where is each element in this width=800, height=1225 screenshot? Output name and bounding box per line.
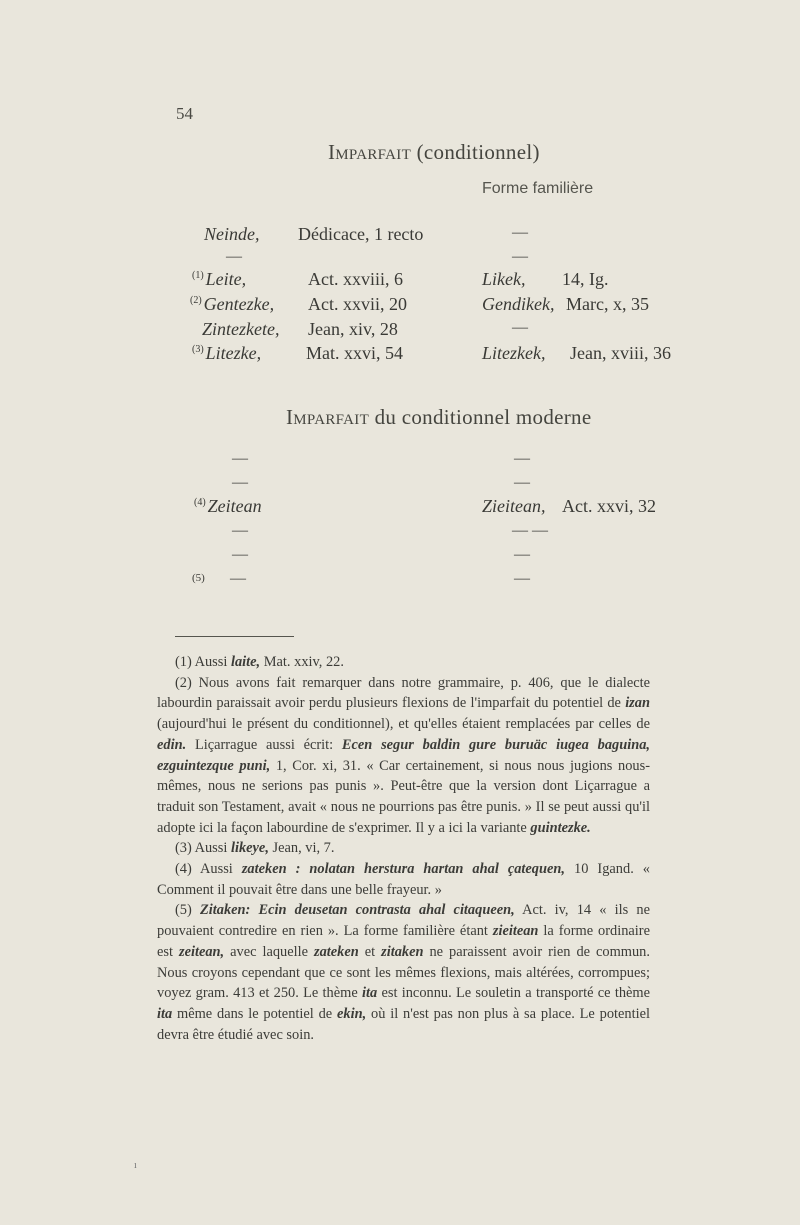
column-header-forme-familiere: Forme familière: [482, 180, 594, 197]
footnote-1: (1) Aussi laite, Mat. xxiv, 22.: [175, 654, 344, 670]
table1-row4-left: Zintezkete,: [202, 319, 280, 339]
section-heading-imparfait-conditionnel: [328, 140, 540, 165]
table1-row4-right: —: [512, 319, 528, 336]
table1-row0-mid: Dédicace, 1 recto: [298, 224, 424, 244]
footnote-ref-4: (4): [194, 497, 206, 508]
table2-dash-small: — —: [512, 522, 548, 539]
table1-row1-left: —: [226, 248, 242, 265]
table2-dash: —: [230, 570, 246, 587]
footnote-4: (4) Aussi zateken : nolatan herstura hartan ahal çatequen, 10 Igand. « Comment il pouvait être dans une belle frayeur. »: [157, 861, 650, 898]
table1-row1-right: —: [512, 248, 528, 265]
table1-row2-mid: Act. xxviii, 6: [308, 269, 403, 289]
table1-row5-right-word: Litezkek,: [482, 343, 546, 363]
footnote-ref-5: (5): [192, 572, 205, 584]
heading-rest: du conditionnel moderne: [369, 405, 592, 429]
table2-dash: —: [232, 522, 248, 539]
table2-dash: —: [514, 546, 530, 563]
table1-row2-left: [192, 269, 246, 290]
table2-dash: —: [232, 450, 248, 467]
footnote-separator: [175, 636, 294, 637]
footnote-5: (5) Zitaken: Ecin deusetan contrasta ahal citaqueen, Act. iv, 14 « ils ne pouvaient contredire en rien ». La forme familière étant zieitean la forme ordinaire est zeitean, avec laquelle zateken et zitaken ne paraissent avoir rien de commun. Nous croyons cependant que ce sont les mêmes flexions, mais altérées, corrompues; voyez gram. 413 et 250. Le thème ita est inconnu. Le souletin a transporté ce thème ita même dans le potentiel de ekin, où il n'est pas non plus à sa place. Le potentiel devra être étudié avec soin.: [157, 902, 650, 1043]
table1-row3-mid: Act. xxvii, 20: [308, 294, 407, 314]
table2-row4-right-ref: Act. xxvi, 32: [562, 496, 656, 516]
table1-row2-right-word: Likek,: [482, 269, 526, 289]
table1-row2-right-ref: 14, Ig.: [562, 269, 609, 289]
table1-row0-left: Neinde,: [204, 224, 260, 244]
footnote-ref-1: (1): [192, 270, 204, 281]
verb-form: Zeitean: [207, 496, 262, 516]
footnote-3: (3) Aussi likeye, Jean, vi, 7.: [175, 840, 335, 857]
table2-dash: —: [232, 546, 248, 563]
table1-row5-left: [192, 343, 261, 364]
verb-form: Litezke,: [205, 343, 262, 363]
stray-mark: ı: [134, 1160, 137, 1171]
footnote-2: (2) Nous avons fait remarquer dans notre grammaire, p. 406, que le dialecte labourdin paraissait avoir perdu plusieurs flexions de l'imparfait du potentiel de izan (aujourd'hui le présent du conditionnel), et qu'elles étaient remplacées par celles de edin. Liçarrague aussi écrit: Ecen segur baldin gure buruäc iugea baguina, ezguintezque puni, 1, Cor. xi, 31. « Car certainement, si nous nous jugions nous-mêmes, nous ne serions pas punis ». Peut-être que la version dont Liçarrague a traduit son Testament, avait « nous ne pourrions pas être punis. » Il se peut aussi qu'il adopte ici la façon labourdine de s'exprimer. Il y a ici la variante guintezke.: [157, 674, 651, 836]
table1-row3-right-ref: Marc, x, 35: [566, 294, 649, 314]
table2-row4-left: [194, 496, 262, 517]
page-number: 54: [176, 104, 193, 123]
table2-dash: —: [514, 450, 530, 467]
section-heading-conditionnel-moderne: [286, 405, 591, 430]
heading-small-caps: Imparfait: [328, 140, 412, 164]
table1-row5-right-ref: Jean, xviii, 36: [570, 343, 671, 363]
table1-row0-right: —: [512, 224, 528, 241]
footnote-ref-2: (2): [190, 295, 202, 306]
table2-dash: —: [232, 474, 248, 491]
footnotes: [157, 652, 650, 1045]
verb-form: Leite,: [205, 269, 247, 289]
heading-small-caps: Imparfait: [286, 405, 370, 429]
table2-dash: —: [514, 570, 530, 587]
table2-row4-right-word: Zieitean,: [482, 496, 546, 516]
table1-row3-right-word: Gendikek,: [482, 294, 555, 314]
heading-rest: (conditionnel): [411, 140, 540, 164]
verb-form: Gentezke,: [203, 294, 275, 314]
table2-dash: —: [514, 474, 530, 491]
table1-row4-mid: Jean, xiv, 28: [308, 319, 398, 339]
table1-row5-mid: Mat. xxvi, 54: [306, 343, 403, 363]
table1-row3-left: [190, 294, 274, 315]
footnote-ref-3: (3): [192, 344, 204, 355]
